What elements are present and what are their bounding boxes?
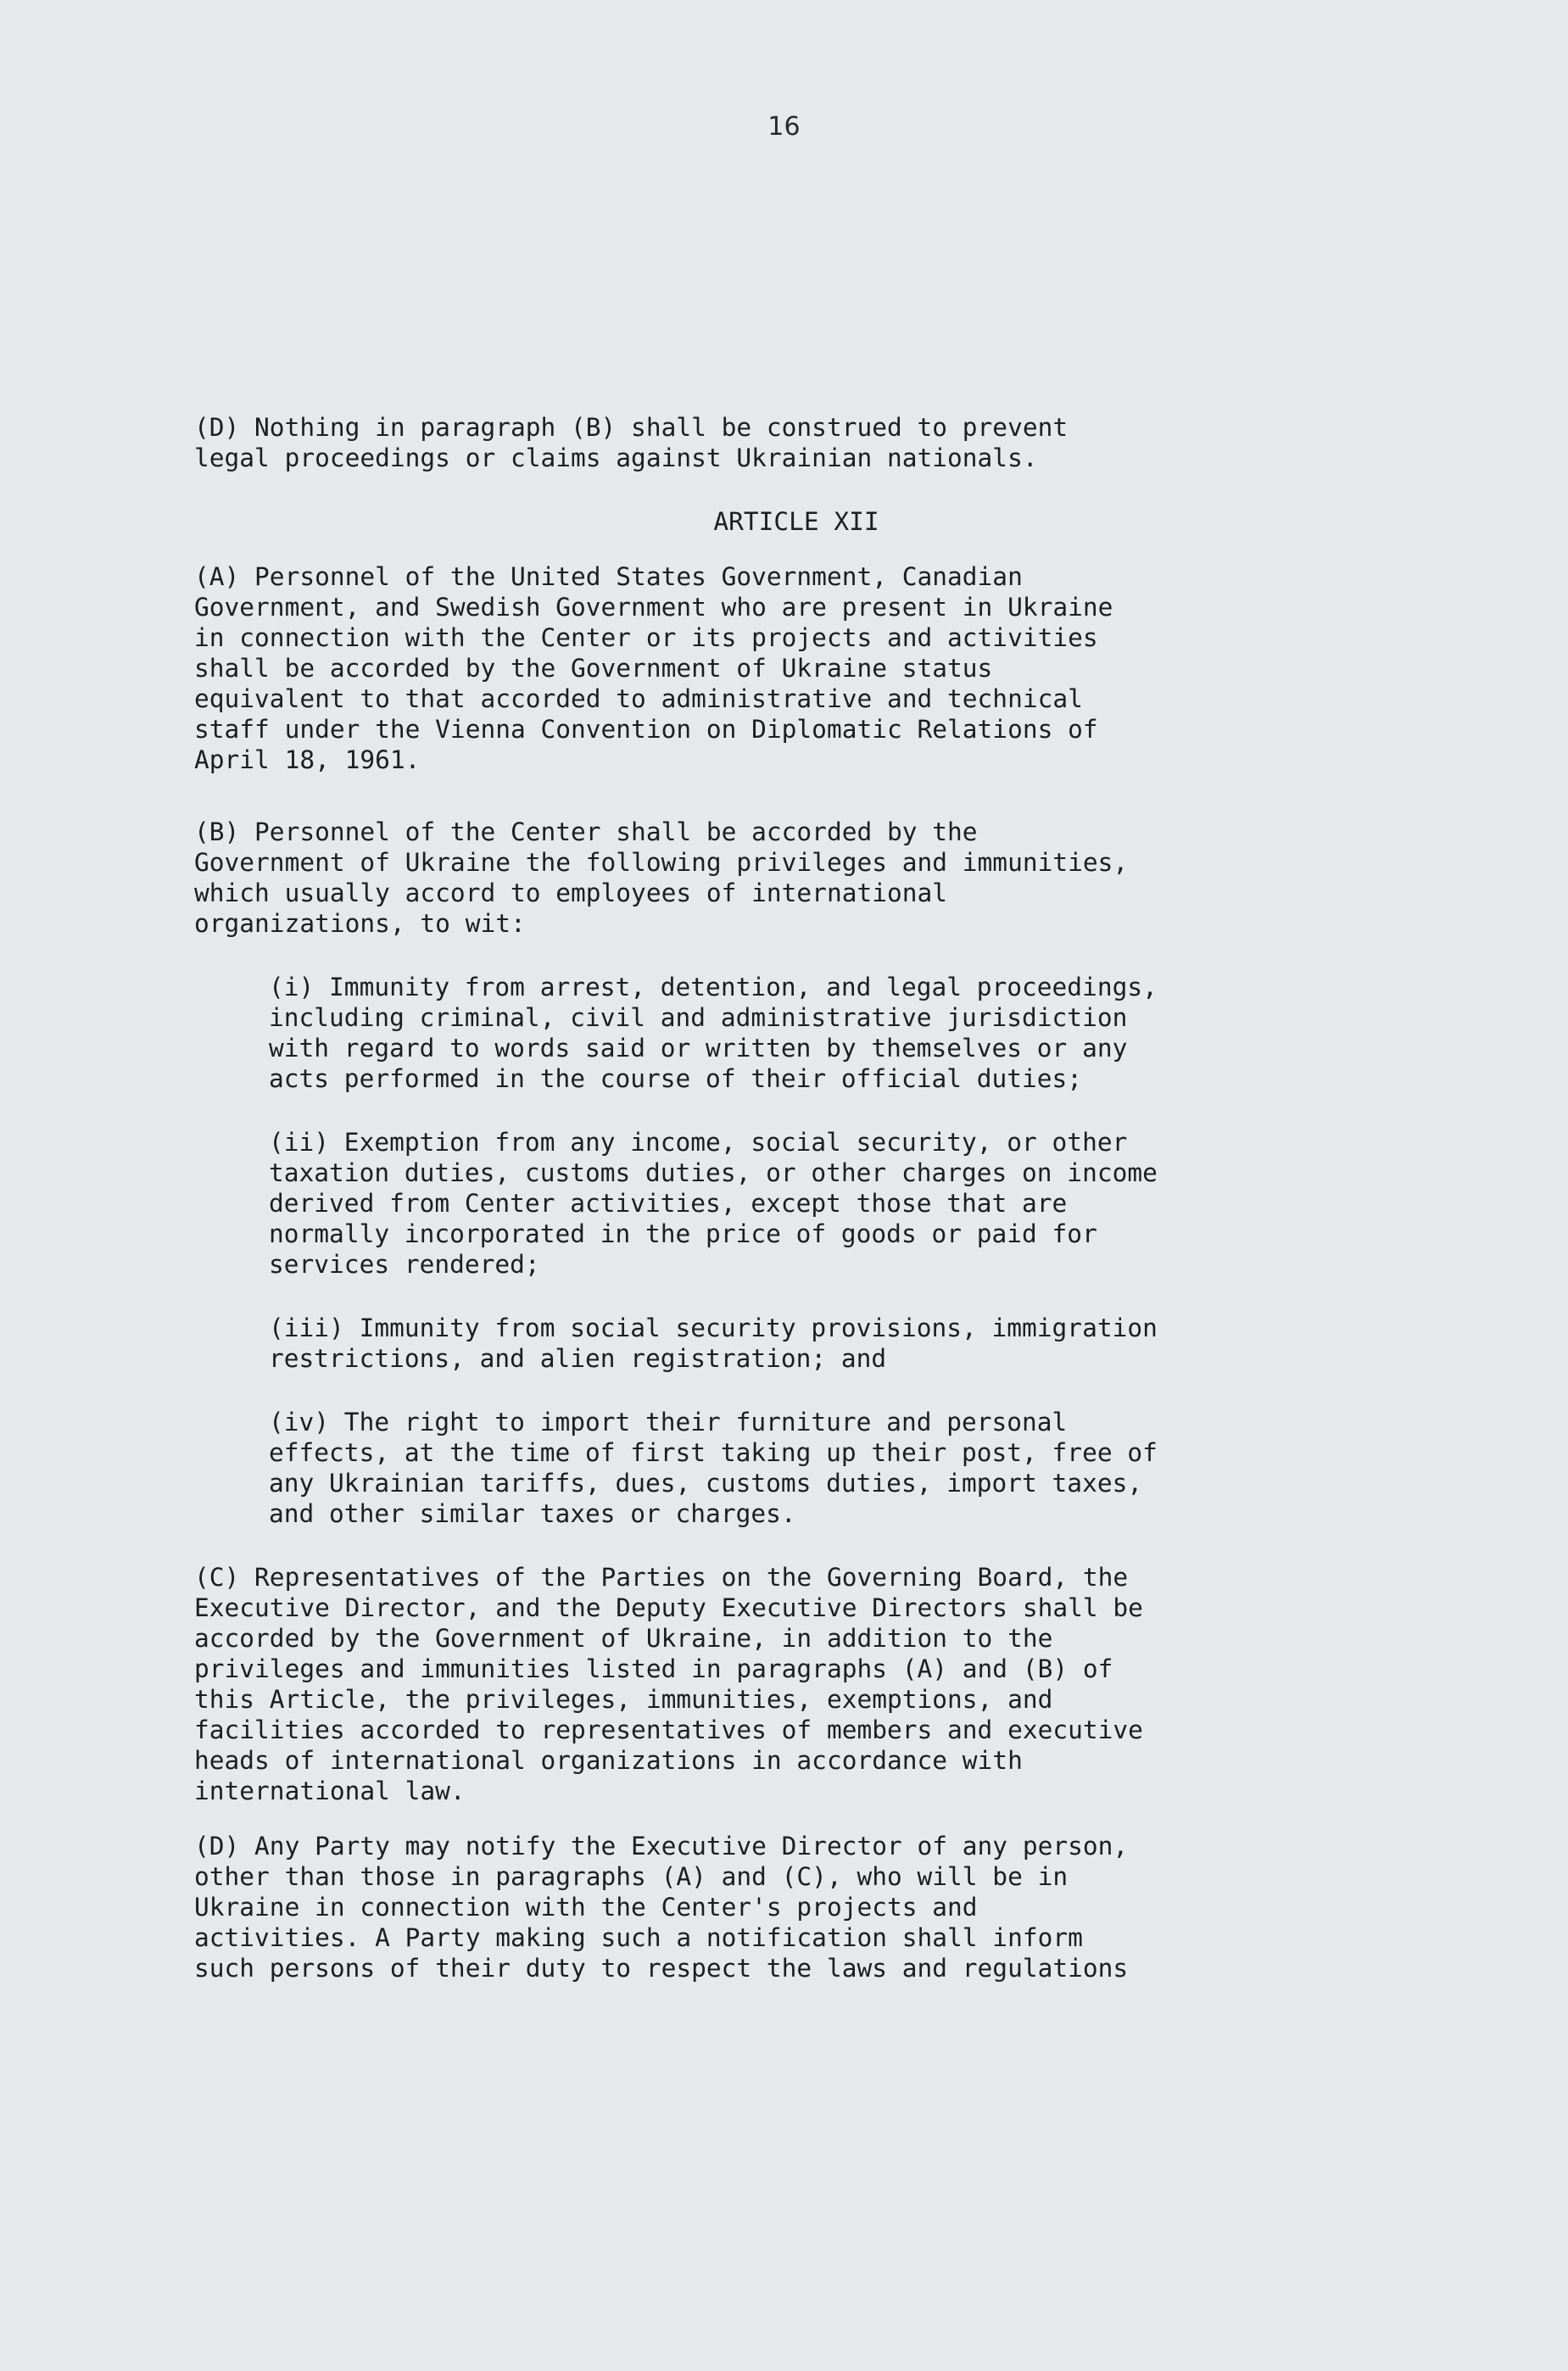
item-ii: (ii) Exemption from any income, social security, or other taxation duties, customs duties, or other charges on income derived from Center activities, except those that are normally incorporated in the price of goods or paid for services rendered; (269, 1128, 1158, 1279)
page-number: 16 (767, 112, 801, 142)
paragraph-a: (A) Personnel of the United States Government, Canadian Government, and Swedish Government who are present in Ukraine in connection with the Center or its projects and activities shall be accorded by the Government of Ukraine status equivalent to that accorded to administrative and technical staff under the Vienna Convention on Diplomatic Relations of April 18, 1961. (194, 562, 1113, 774)
article-heading: ARTICLE XII (713, 507, 879, 536)
item-i: (i) Immunity from arrest, detention, and legal proceedings, including criminal, civil and administrative jurisdiction with regard to words said or written by themselves or any acts performed in the course of their official duties; (269, 973, 1158, 1093)
paragraph-d-previous-article: (D) Nothing in paragraph (B) shall be construed to prevent legal proceedings or claims against Ukrainian nationals. (194, 413, 1069, 472)
item-iv: (iv) The right to import their furniture and personal effects, at the time of first taking up their post, free of any Ukrainian tariffs, dues, customs duties, import taxes, and other similar taxes or charges. (269, 1408, 1158, 1528)
paragraph-d: (D) Any Party may notify the Executive Director of any person, other than those in paragraphs (A) and (C), who will be in Ukraine in connection with the Center's projects and activities. A Party making such a notification shall inform such persons of their duty to respect the laws and regulations (194, 1832, 1129, 1983)
document-body (194, 412, 1398, 1983)
paragraph-b: (B) Personnel of the Center shall be accorded by the Government of Ukraine the following privileges and immunities, which usually accord to employees of international organizations, to wit: (194, 817, 1129, 938)
paragraph-c: (C) Representatives of the Parties on the Governing Board, the Executive Director, and the Deputy Executive Directors shall be accorded by the Government of Ukraine, in addition to the privileges and immunities listed in paragraphs (A) and (B) of this Article, the privileges, immunities, exemptions, and facilities accorded to representatives of members and executive heads of international organizations in accordance with international law. (194, 1563, 1143, 1805)
item-iii: (iii) Immunity from social security provisions, immigration restrictions, and alien registration; and (269, 1314, 1158, 1373)
